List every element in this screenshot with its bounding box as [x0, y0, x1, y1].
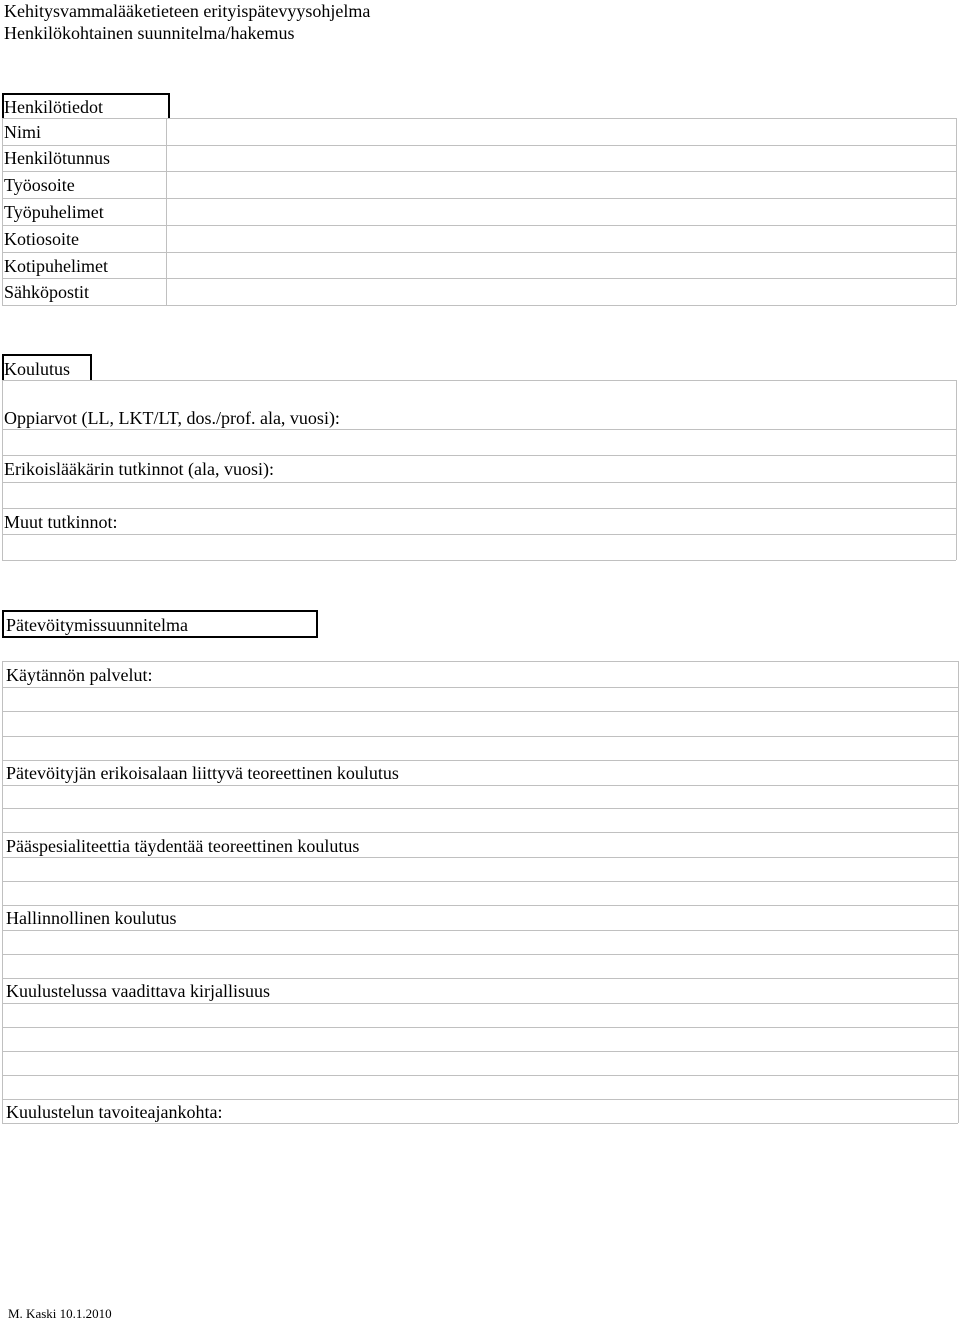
education-heading: Koulutus	[4, 359, 71, 379]
practical-services-label: Käytännön palvelut:	[6, 665, 153, 685]
id-input[interactable]	[167, 146, 955, 170]
document-title: Kehitysvammalääketieteen erityispätevyysohjelma	[4, 1, 371, 21]
supplementary-theory-input[interactable]	[3, 858, 957, 904]
specialist-degrees-input[interactable]	[3, 483, 955, 507]
supplementary-theory-label: Pääspesialiteettia täydentää teoreettinen koulutus	[6, 836, 360, 856]
personal-info-heading: Henkilötiedot	[4, 97, 103, 117]
field-label-id: Henkilötunnus	[4, 148, 110, 168]
exam-target-date-input[interactable]	[300, 1100, 956, 1122]
practical-services-input[interactable]	[3, 688, 957, 759]
footer-author-date: M. Kaski 10.1.2010	[8, 1306, 112, 1321]
administrative-training-label: Hallinnollinen koulutus	[6, 908, 177, 928]
field-label-emails: Sähköpostit	[4, 282, 90, 302]
other-degrees-label: Muut tutkinnot:	[4, 512, 118, 532]
administrative-training-input[interactable]	[3, 931, 957, 977]
work-phones-input[interactable]	[167, 199, 955, 224]
name-input[interactable]	[167, 119, 955, 144]
field-label-work-address: Työosoite	[4, 175, 75, 195]
specialty-theory-input[interactable]	[3, 786, 957, 831]
degrees-label: Oppiarvot (LL, LKT/LT, dos./prof. ala, vuosi):	[4, 408, 340, 428]
work-address-input[interactable]	[167, 172, 955, 197]
specialist-degrees-label: Erikoislääkärin tutkinnot (ala, vuosi):	[4, 459, 274, 479]
home-phones-input[interactable]	[167, 253, 955, 277]
plan-heading: Pätevöitymissuunnitelma	[6, 615, 188, 635]
exam-literature-input[interactable]	[3, 1004, 957, 1098]
field-label-name: Nimi	[4, 122, 42, 142]
degrees-input[interactable]	[3, 430, 955, 454]
emails-input[interactable]	[167, 279, 955, 304]
field-label-work-phones: Työpuhelimet	[4, 202, 104, 222]
specialty-theory-label: Pätevöityjän erikoisalaan liittyvä teoreettinen koulutus	[6, 763, 399, 783]
other-degrees-input[interactable]	[3, 535, 955, 559]
exam-target-date-label: Kuulustelun tavoiteajankohta:	[6, 1102, 223, 1122]
field-label-home-address: Kotiosoite	[4, 229, 79, 249]
document-subtitle: Henkilökohtainen suunnitelma/hakemus	[4, 23, 295, 43]
field-label-home-phones: Kotipuhelimet	[4, 256, 108, 276]
exam-literature-label: Kuulustelussa vaadittava kirjallisuus	[6, 981, 270, 1001]
home-address-input[interactable]	[167, 226, 955, 251]
